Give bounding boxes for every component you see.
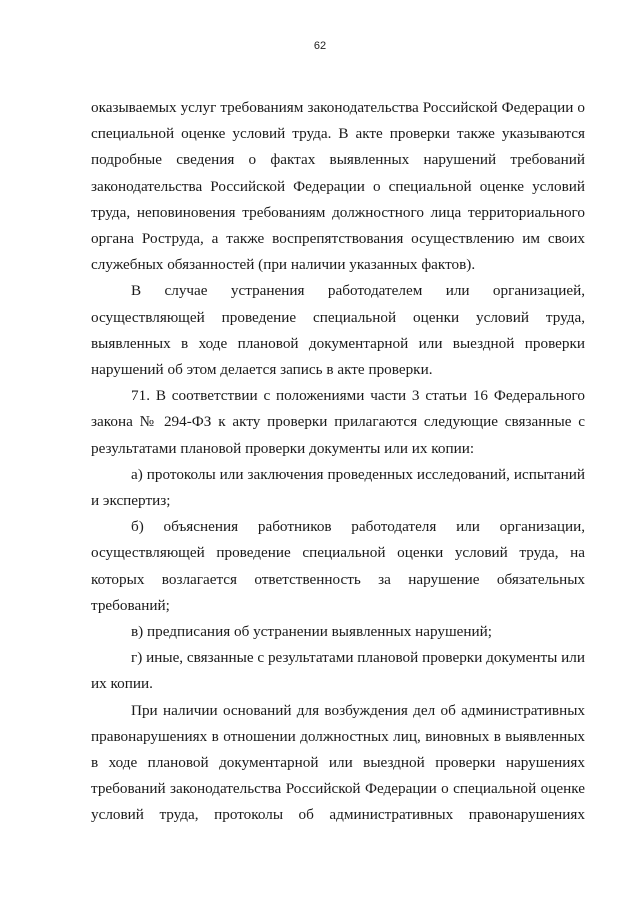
paragraph-administrative-offenses: При наличии оснований для возбуждения дел об административных правонарушениях в отношении должностных лиц, виновных в выявленных в ходе плановой документарной или выездной проверки нарушениях требований законодательства Российской Федерации о специальной оценке условий труда, протоколы об административных правонарушениях: [91, 701, 585, 824]
paragraph-violation-removal: В случае устранения работодателем или организацией, осуществляющей проведение специальной оценки условий труда, выявленных в ходе плановой документарной или выездной проверки нарушений об этом делается запись в акте проверки.: [91, 282, 585, 379]
page-number: 62: [313, 40, 327, 52]
list-item-b: б) объяснения работников работодателя или организации, осуществляющей проведение специальной оценки условий труда, на которых возлагается ответственность за нарушение обязательных требований;: [91, 518, 585, 614]
list-item-a: а) протоколы или заключения проведенных исследований, испытаний и экспертиз;: [91, 465, 585, 510]
paragraph-continuation: оказываемых услуг требованиям законодательства Российской Федерации о специальной оценке условий труда. В акте проверки также указываются подробные сведения о фактах выявленных нарушений требований законодательства Российской Федерации о специальной оценке условий труда, неповиновения требованиям должностного лица территориального органа Роструда, а также воспрепятствования осуществлению им своих служебных обязанностей (при наличии указанных фактов).: [91, 99, 585, 274]
list-item-g: г) иные, связанные с результатами плановой проверки документы или их копии.: [91, 649, 585, 693]
list-item-v: в) предписания об устранении выявленных нарушений;: [131, 623, 493, 641]
document-body: [91, 95, 585, 829]
paragraph-item-71: 71. В соответствии с положениями части 3 статьи 16 Федерального закона № 294-ФЗ к акту проверки прилагаются следующие связанные с результатами плановой проверки документы или их копии:: [91, 387, 585, 457]
